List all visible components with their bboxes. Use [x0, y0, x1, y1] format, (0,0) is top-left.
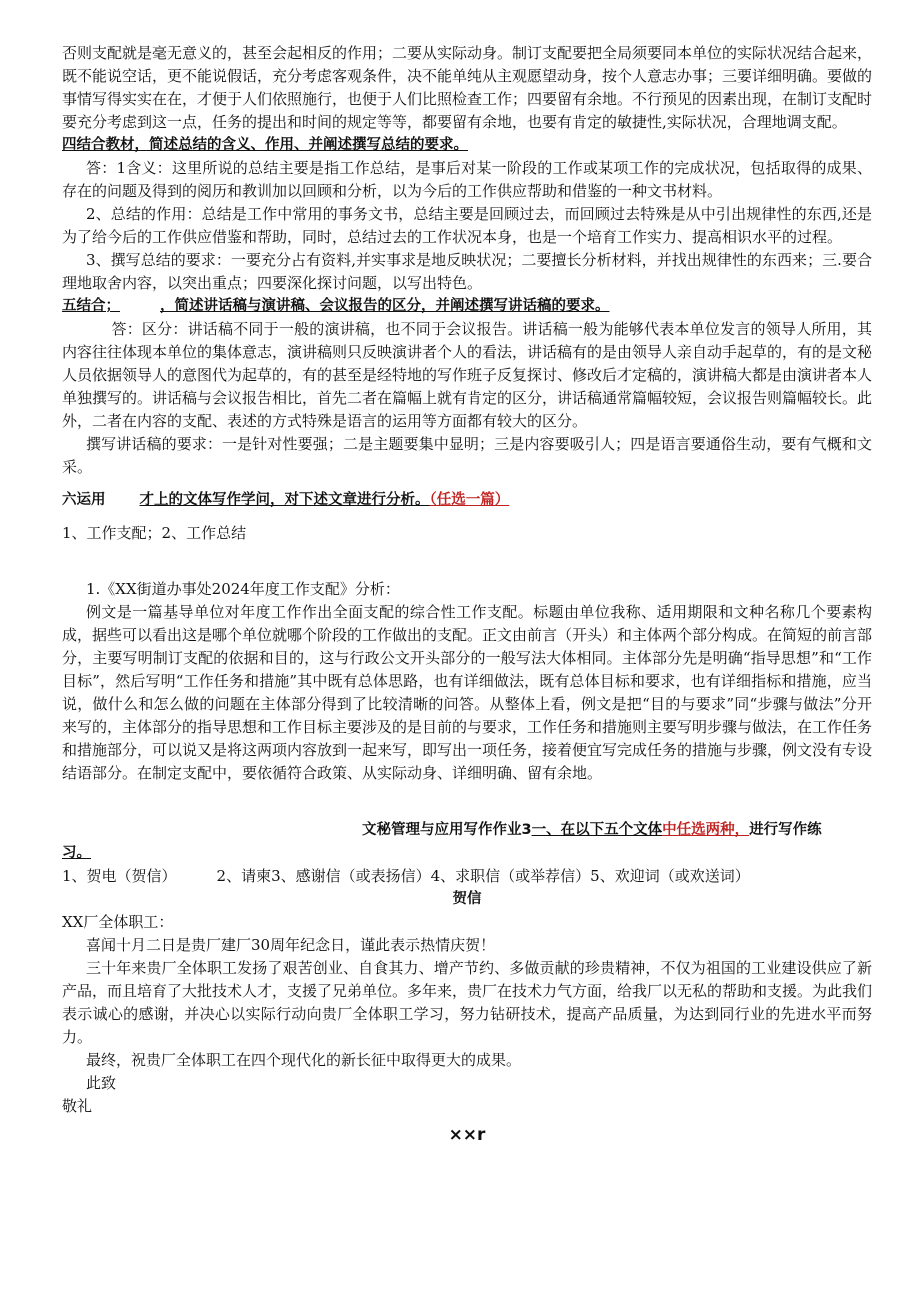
spacer — [62, 545, 872, 568]
question-5-title-a: 五结合； — [62, 298, 120, 314]
letter-closing-1: 此致 — [86, 1074, 117, 1092]
homework-3-options — [62, 865, 872, 888]
homework-3-title — [62, 818, 872, 842]
question-5-answer-2: 撰写讲话稿的要求：一是针对性要强；二是主题要集中显明；三是内容要吸引人；四是语言要通俗生动，要有气概和文采。 — [62, 435, 872, 476]
homework-3-title-c: 中任选两种， — [662, 822, 750, 838]
letter-signature: ××r — [448, 1125, 486, 1145]
question-6-title-b: 才上的文体写作学问，对下述文章进行分析。 — [139, 492, 430, 508]
question-6-title-a: 六运用 — [62, 492, 106, 508]
question-4-answer-1: 答：1含义：这里所说的总结主要是指工作总结，是事后对某一阶段的工作或某项工作的完成状况，包括取得的成果、存在的问题及得到的阅历和教训加以回顾和分析，以为今后的工作供应帮助和借鉴的一种文书材料。 — [62, 159, 872, 200]
question-4-title — [62, 134, 872, 157]
spacer — [62, 568, 872, 578]
question-5-title-b: ，简述讲话稿与演讲稿、会议报告的区分，并阐述撰写讲话稿的要求。 — [160, 298, 610, 314]
homework-3-options-rest: 2、请柬3、感谢信（或表扬信）4、求职信（或举荐信）5、欢迎词（或欢送词） — [216, 867, 750, 885]
letter-paragraph-2: 三十年来贵厂全体职工发扬了艰苦创业、自食其力、增产节约、多做贡献的珍贵精神，不仅为祖国的工业建设供应了新产品，而且培育了大批技术人才，支援了兄弟单位。多年来，贵厂在技术力气方面，给我厂以无私的帮助和支援。为此我们表示诚心的感谢，并决心以实际行动向贵厂全体职工学习，努力钻研技术，提高产品质量，为达到同行业的先进水平而努力。 — [62, 959, 873, 1046]
letter-paragraph-3: 最终，祝贵厂全体职工在四个现代化的新长征中取得更大的成果。 — [86, 1051, 522, 1069]
homework-3-title-continued — [62, 842, 872, 865]
homework-3-option-1: 1、贺电（贺信） — [62, 867, 177, 885]
question-6-title — [62, 489, 872, 512]
letter-closing-2: 敬礼 — [62, 1097, 93, 1115]
homework-3-title-d: 进行写作练 — [749, 822, 822, 838]
paragraph-plan-requirements: 否则支配就是毫无意义的，甚至会起相反的作用；二要从实际动身。制订支配要把全局须要同本单位的实际状况结合起来，既不能说空话，更不能说假话，充分考虑客观条件，决不能单纯从主观愿望动身，按个人意志办事；三要详细明确。要做的事情写得实实在在，才便于人们依照施行，也便于人们比照检查工作；四要留有余地。不行预见的因素出现，在制订支配时要充分考虑到这一点，任务的提出和时间的规定等等，都要留有余地，也要有肯定的敏捷性,实际状况，合理地调支配。 — [62, 44, 873, 131]
letter-paragraph-1: 喜闻十月二日是贵厂建厂30周年纪念日，谨此表示热情庆贺！ — [86, 936, 496, 954]
question-4-title-text: 四结合教材，简述总结的含义、作用、并阐述撰写总结的要求。 — [62, 137, 468, 153]
question-6-options: 1、工作支配；2、工作总结 — [62, 524, 247, 542]
question-5-answer-1: 答：区分：讲话稿不同于一般的演讲稿，也不同于会议报告。讲话稿一般为能够代表本单位发言的领导人所用，其内容往往体现本单位的集体意志，演讲稿则只反映演讲者个人的看法，讲话稿有的是由领导人亲自动手起草的，有的是文秘人员依据领导人的意图代为起草的，有的甚至是经特地的写作班子反复探讨、修改后才定稿的，演讲稿大都是由演讲者本人单独撰写的。讲话稿与会议报告相比，首先二者在篇幅上就有肯定的区分，讲话稿通常篇幅较短，会议报告则篇幅较长。此外，二者在内容的支配、表述的方式特殊是语言的运用等方面都有较大的区分。 — [62, 320, 873, 430]
question-4-answer-3: 3、撰写总结的要求：一要充分占有资料,并实事求是地反映状况；二要擅长分析材料，并找出规律性的东西来；三.要合理地取舍内容，以突出重点；四要深化探讨问题，以写出特色。 — [62, 251, 872, 292]
letter-salutation: XX厂全体职工： — [62, 913, 174, 931]
spacer — [62, 785, 872, 808]
spacer — [62, 512, 872, 522]
letter-title: 贺信 — [452, 891, 482, 907]
document-page — [62, 42, 872, 1147]
question-6-analysis-title: 1.《XX街道办事处2024年度工作支配》分析： — [86, 580, 400, 598]
question-6-analysis: 例文是一篇基导单位对年度工作作出全面支配的综合性工作支配。标题由单位我称、适用期限和文种名称几个要素构成，据些可以看出这是哪个单位就哪个阶段的工作做出的支配。正文由前言（开头）和主体两个部分构成。在简短的前言部分，主要写明制订支配的依据和目的，这与行政公文开头部分的一般写法大体相同。主体部分先是明确“指导思想”和“工作目标”，然后写明“工作任务和措施”其中既有总体思路，也有详细做法，既有总体目标和要求，也有详细指标和措施，应当说，做什么和怎么做的问题在主体部分得到了比较清晰的问答。从整体上看，例文是把“目的与要求”同“步骤与做法”分开来写的，主体部分的指导思想和工作目标主要涉及的是目前的与要求，工作任务和措施则主要写明步骤与做法，在工作任务和措施部分，可以说又是将这两项内容放到一起来写，即写出一项任务，接着便宜写完成任务的措施与步骤，例文没有专设结语部分。在制定支配中，要依循符合政策、从实际动身、详细明确、留有余地。 — [62, 603, 873, 782]
question-6-title-c: （任选一篇） — [429, 492, 510, 508]
question-5-title — [62, 295, 872, 318]
homework-3-title-b: 一、在以下五个文体 — [531, 822, 663, 838]
spacer — [62, 808, 872, 818]
homework-3-title-e: 习。 — [62, 845, 91, 861]
spacer — [62, 479, 872, 489]
homework-3-title-a: 文秘管理与应用写作作业3 — [362, 822, 532, 838]
question-4-answer-2: 2、总结的作用：总结是工作中常用的事务文书，总结主要是回顾过去，而回顾过去特殊是从中引出规律性的东西,还是为了给今后的工作供应借鉴和帮助，同时，总结过去的工作状况本身，也是一个培育工作实力、提高相识水平的过程。 — [62, 205, 872, 246]
